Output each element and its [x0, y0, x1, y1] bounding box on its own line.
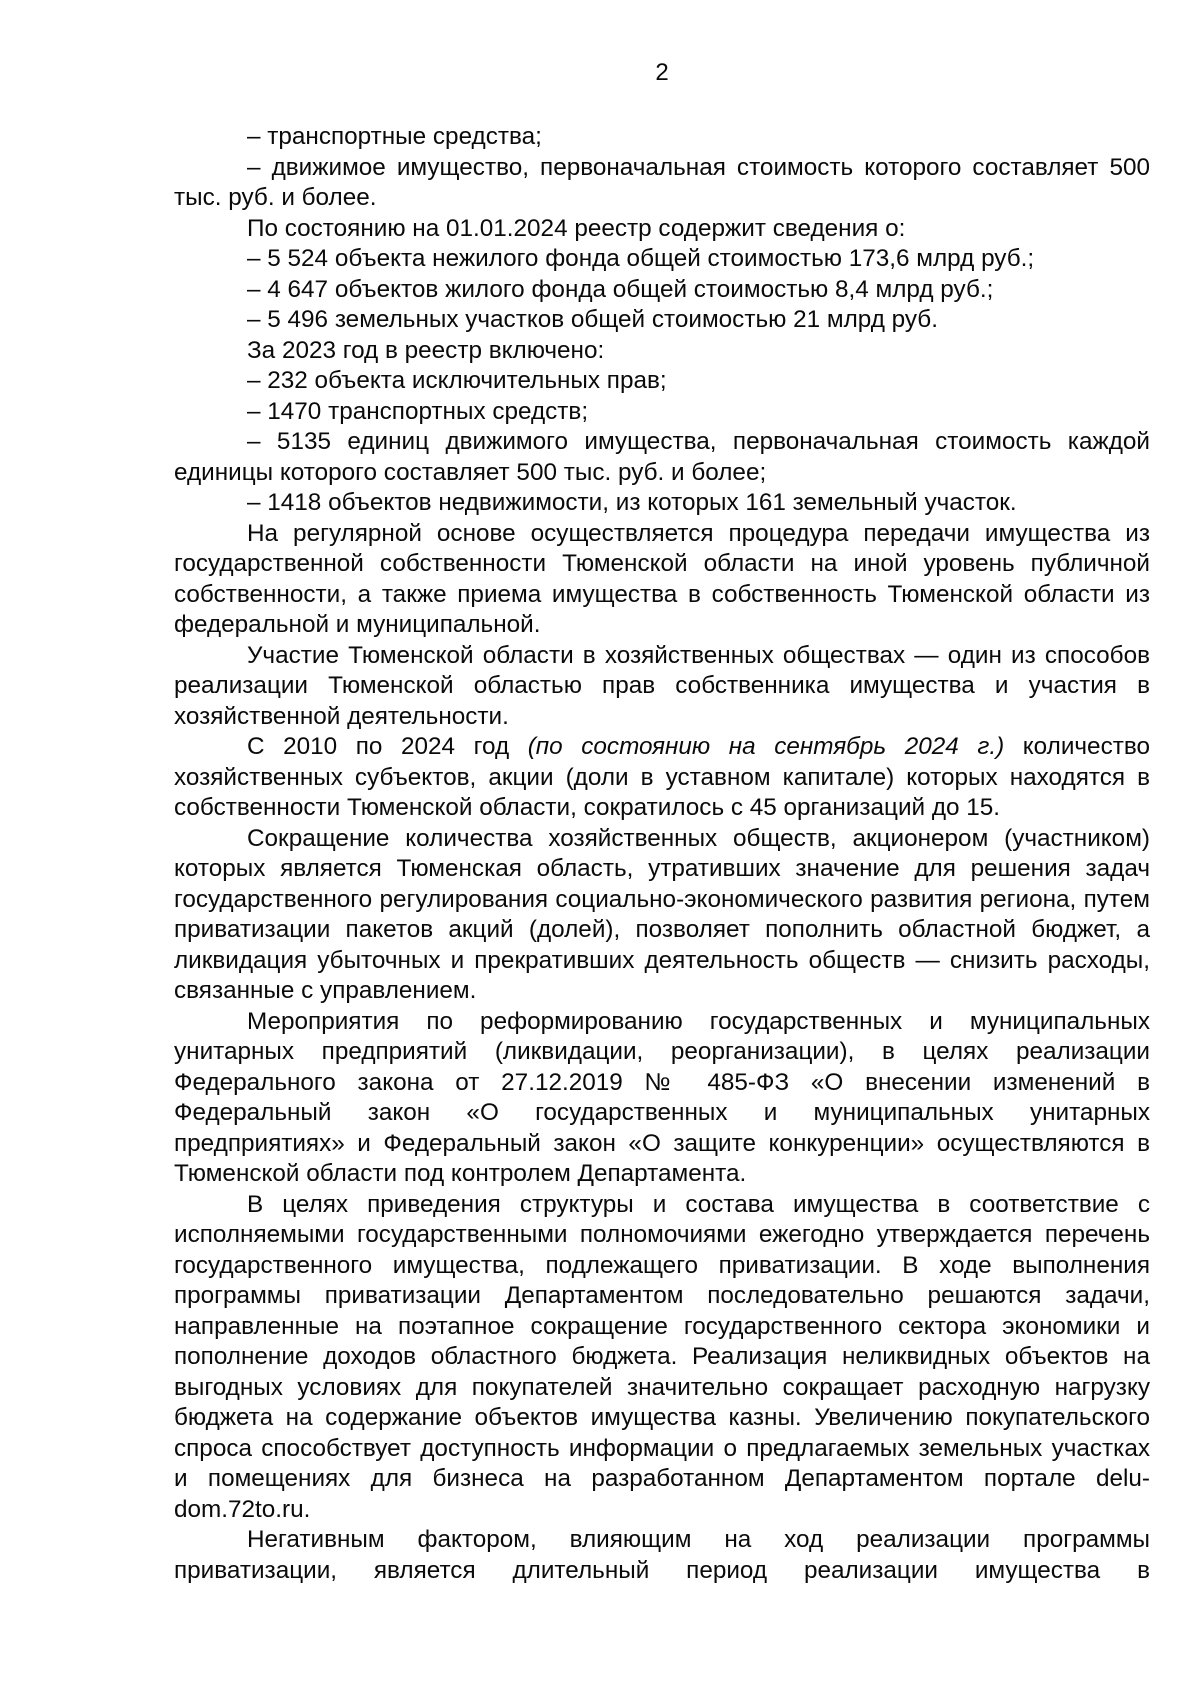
paragraph: На регулярной основе осуществляется процедура передачи имущества из государственной собственности Тюменской области на иной уровень публичной собственности, а также приема имущества в собственность Тюменской области из федеральной и муниципальной.: [174, 519, 1150, 638]
list-item: – 4 647 объектов жилого фонда общей стоимостью 8,4 млрд руб.;: [247, 275, 994, 303]
list-item: – 1418 объектов недвижимости, из которых 161 земельный участок.: [247, 489, 1017, 516]
list-item: – движимое имущество, первоначальная стоимость которого составляет 500 тыс. руб. и более.: [174, 153, 1150, 211]
page-number: 2: [655, 59, 669, 86]
paragraph: В целях приведения структуры и состава имущества в соответствие с исполняемыми государственными полномочиями ежегодно утверждается перечень государственного имущества, подлежащего приватизации. В ходе выполнения программы приватизации Департаментом последовательно решаются задачи, направленные на поэтапное сокращение государственного сектора экономики и пополнение доходов областного бюджета. Реализация неликвидных объектов на выгодных условиях для покупателей значительно сокращает расходную нагрузку бюджета на содержание объектов имущества казны. Увеличению покупательского спроса способствует доступность информации о предлагаемых земельных участках и помещениях для бизнеса на разработанном Департаментом портале delu-dom.72to.ru.: [174, 1190, 1150, 1523]
paragraph: Участие Тюменской области в хозяйственных обществах — один из способов реализации Тюменской областью прав собственника имущества и участия в хозяйственной деятельности.: [174, 641, 1150, 730]
paragraph-2010-note: (по состоянию на сентябрь 2024 г.): [527, 733, 1005, 760]
paragraph: За 2023 год в реестр включено:: [247, 336, 605, 364]
document-page: [174, 58, 1150, 1586]
list-item: – 5 496 земельных участков общей стоимостью 21 млрд руб.: [247, 306, 938, 333]
list-item: – 1470 транспортных средств;: [247, 397, 589, 425]
paragraph: Сокращение количества хозяйственных обществ, акционером (участником) которых является Тюменская область, утративших значение для решения задач государственного регулирования социально-экономического развития региона, путем приватизации пакетов акций (долей), позволяет пополнить областной бюджет, а ликвидация убыточных и прекративших деятельность обществ — снизить расходы, связанные с управлением.: [174, 824, 1150, 1004]
paragraph: Мероприятия по реформированию государственных и муниципальных унитарных предприятий (ликвидации, реорганизации), в целях реализации Федерального закона от 27.12.2019 № 485-ФЗ «О внесении изменений в Федеральный закон «О государственных и муниципальных унитарных предприятиях» и Федеральный закон «О защите конкуренции» осуществляются в Тюменской области под контролем Департамента.: [174, 1007, 1150, 1187]
paragraph-2010-end: количество хозяйственных субъектов, акции (доли в уставном капитале) которых находятся в собственности Тюменской области, сократилось с 45 организаций до 15.: [174, 733, 1150, 821]
list-item: – 5 524 объекта нежилого фонда общей стоимостью 173,6 млрд руб.;: [247, 245, 1035, 272]
paragraph: По состоянию на 01.01.2024 реестр содержит сведения о:: [247, 214, 906, 242]
paragraph-2010-start: С 2010 по 2024 год: [247, 733, 528, 760]
list-item: – транспортные средства;: [247, 123, 542, 150]
paragraph-2010: [174, 732, 1150, 824]
list-item: – 232 объекта исключительных прав;: [247, 367, 667, 394]
paragraph: Негативным фактором, влияющим на ход реализации программы приватизации, является длительный период реализации имущества в: [174, 1526, 1150, 1584]
list-item: – 5135 единиц движимого имущества, первоначальная стоимость каждой единицы которого составляет 500 тыс. руб. и более;: [174, 428, 1150, 486]
